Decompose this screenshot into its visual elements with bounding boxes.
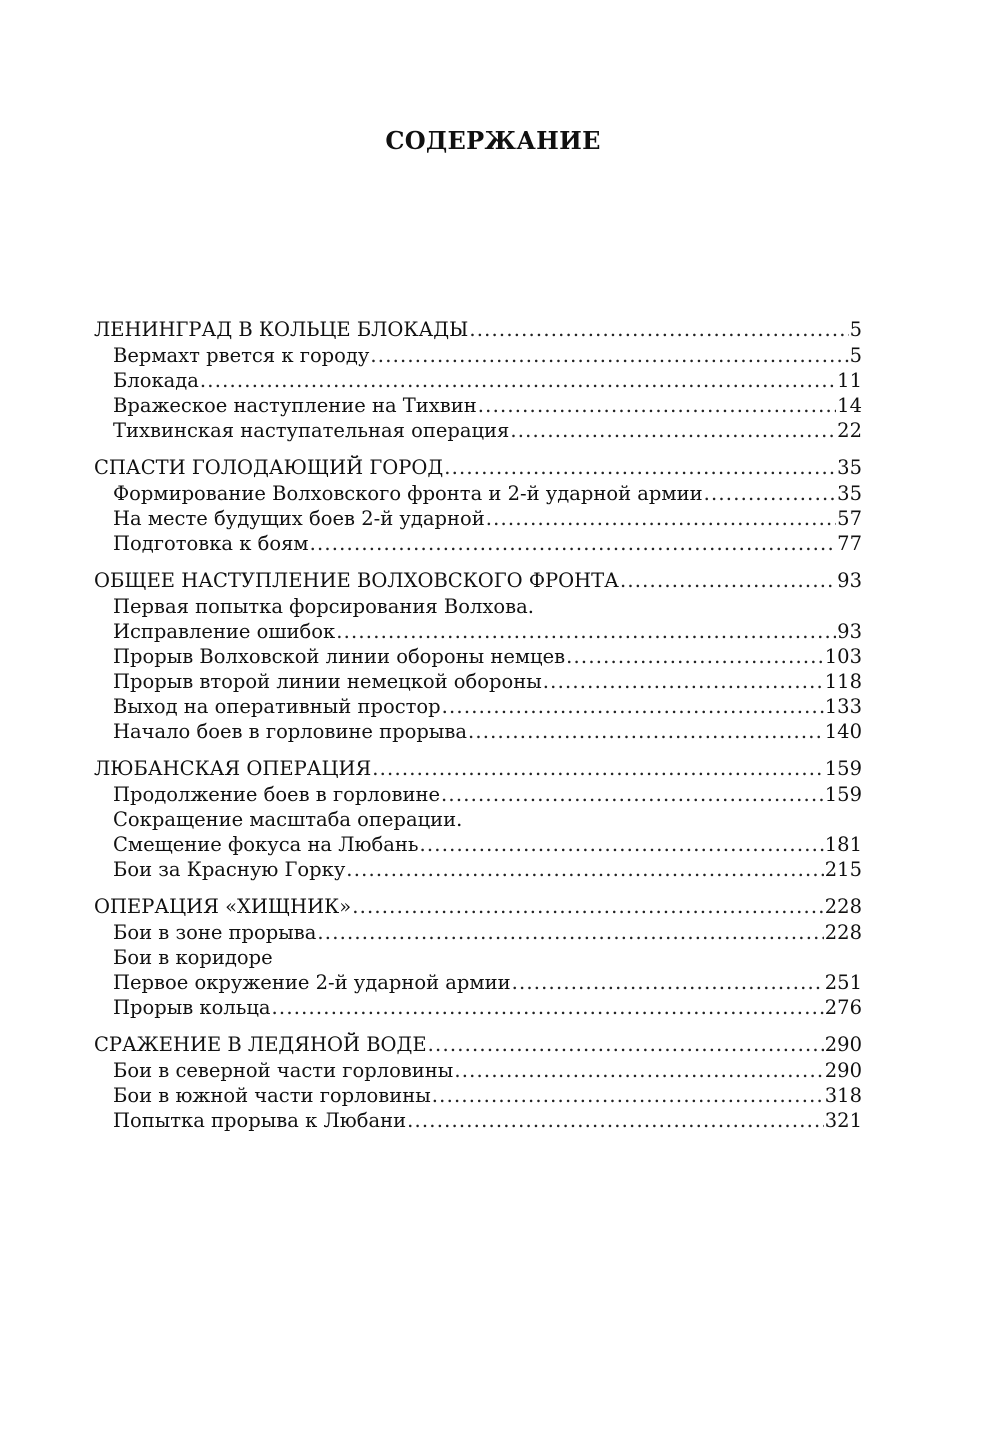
toc-entry-label: Бои в северной части горловины [113, 1059, 454, 1082]
toc-subentry[interactable] [94, 945, 862, 970]
toc-subentry[interactable] [94, 619, 862, 644]
toc-page-number: 35 [837, 456, 862, 479]
toc-entry-label: СРАЖЕНИЕ В ЛЕДЯНОЙ ВОДЕ [94, 1033, 427, 1056]
dot-leader [478, 393, 836, 418]
toc-section [94, 1031, 862, 1133]
toc-entry-label: Прорыв Волховской линии обороны немцев [113, 645, 566, 668]
toc-subentry[interactable] [94, 481, 862, 506]
dot-leader [310, 531, 837, 556]
dot-leader [428, 1031, 824, 1058]
toc-page-number: 118 [824, 670, 862, 693]
toc-subentry[interactable] [94, 1083, 862, 1108]
toc-chapter-entry[interactable] [94, 454, 862, 481]
toc-entry-label: Первая попытка форсирования Волхова. [113, 595, 534, 618]
toc-subentry[interactable] [94, 531, 862, 556]
toc-entry-label: Бои в зоне прорыва [113, 921, 317, 944]
toc-page-number: 181 [824, 833, 862, 856]
dot-leader [444, 454, 836, 481]
dot-leader [420, 832, 824, 857]
toc-page-number: 215 [824, 858, 862, 881]
toc-subentry[interactable] [94, 506, 862, 531]
toc-chapter-entry[interactable] [94, 755, 862, 782]
dot-leader [407, 1108, 824, 1133]
toc-chapter-entry[interactable] [94, 1031, 862, 1058]
toc-page-number: 251 [824, 971, 862, 994]
dot-leader [352, 893, 824, 920]
dot-leader [346, 857, 823, 882]
toc-entry-label: Бои в коридоре [113, 946, 273, 969]
toc-entry-label: Прорыв второй линии немецкой обороны [113, 670, 542, 693]
toc-page-number: 290 [824, 1059, 862, 1082]
toc-subentry[interactable] [94, 669, 862, 694]
dot-leader [512, 970, 824, 995]
dot-leader [317, 920, 823, 945]
toc-entry-label: Прорыв кольца [113, 996, 271, 1019]
toc-page-number: 318 [824, 1084, 862, 1107]
toc-subentry[interactable] [94, 1058, 862, 1083]
dot-leader [469, 316, 848, 343]
dot-leader [200, 368, 836, 393]
dot-leader [272, 995, 824, 1020]
toc-page-number: 133 [824, 695, 862, 718]
toc-entry-label: Вермахт рвется к городу [113, 344, 370, 367]
toc-page-number: 290 [824, 1033, 862, 1056]
table-of-contents [94, 316, 862, 1144]
dot-leader [704, 481, 837, 506]
toc-entry-label: Тихвинская наступательная операция [113, 419, 510, 442]
dot-leader [486, 506, 836, 531]
toc-subentry[interactable] [94, 644, 862, 669]
toc-page-number: 103 [824, 645, 862, 668]
toc-entry-label: Формирование Волховского фронта и 2-й ударной армии [113, 482, 703, 505]
toc-entry-label: Подготовка к боям [113, 532, 309, 555]
toc-page-number: 276 [824, 996, 862, 1019]
toc-subentry[interactable] [94, 343, 862, 368]
toc-subentry[interactable] [94, 418, 862, 443]
dot-leader [543, 669, 824, 694]
toc-page-number: 228 [824, 895, 862, 918]
toc-chapter-entry[interactable] [94, 893, 862, 920]
toc-page-number: 35 [837, 482, 862, 505]
toc-page-number: 93 [837, 620, 862, 643]
toc-section [94, 893, 862, 1020]
toc-subentry[interactable] [94, 393, 862, 418]
toc-page-number: 5 [849, 318, 862, 341]
toc-section [94, 316, 862, 443]
toc-page-number: 159 [824, 757, 862, 780]
toc-subentry[interactable] [94, 832, 862, 857]
dot-leader [336, 619, 836, 644]
toc-entry-label: Продолжение боев в горловине [113, 783, 441, 806]
toc-entry-label: Начало боев в горловине прорыва [113, 720, 467, 743]
toc-entry-label: На месте будущих боев 2-й ударной [113, 507, 485, 530]
toc-entry-label: Бои за Красную Горку [113, 858, 346, 881]
toc-entry-label: ЛЕНИНГРАД В КОЛЬЦЕ БЛОКАДЫ [94, 318, 469, 341]
dot-leader [566, 644, 824, 669]
dot-leader [620, 567, 836, 594]
toc-subentry[interactable] [94, 995, 862, 1020]
toc-entry-label: ОБЩЕЕ НАСТУПЛЕНИЕ ВОЛХОВСКОГО ФРОНТА [94, 569, 619, 592]
toc-page-number: 5 [849, 344, 862, 367]
toc-entry-label: СПАСТИ ГОЛОДАЮЩИЙ ГОРОД [94, 456, 444, 479]
toc-page-number: 140 [824, 720, 862, 743]
toc-chapter-entry[interactable] [94, 567, 862, 594]
toc-subentry[interactable] [94, 970, 862, 995]
toc-subentry[interactable] [94, 594, 862, 619]
toc-subentry[interactable] [94, 368, 862, 393]
toc-subentry[interactable] [94, 920, 862, 945]
toc-entry-label: Смещение фокуса на Любань [113, 833, 419, 856]
toc-entry-label: Бои в южной части горловины [113, 1084, 431, 1107]
toc-section [94, 755, 862, 882]
dot-leader [510, 418, 836, 443]
dot-leader [442, 694, 824, 719]
toc-page-number: 228 [824, 921, 862, 944]
toc-entry-label: Блокада [113, 369, 199, 392]
dot-leader [441, 782, 824, 807]
toc-entry-label: ОПЕРАЦИЯ «ХИЩНИК» [94, 895, 352, 918]
toc-page-number: 159 [824, 783, 862, 806]
toc-subentry[interactable] [94, 857, 862, 882]
toc-section [94, 567, 862, 744]
toc-subentry[interactable] [94, 694, 862, 719]
toc-subentry[interactable] [94, 782, 862, 807]
toc-page-number: 93 [837, 569, 862, 592]
dot-leader [432, 1083, 824, 1108]
toc-page-number: 57 [837, 507, 862, 530]
toc-chapter-entry[interactable] [94, 316, 862, 343]
toc-page-number: 11 [837, 369, 862, 392]
toc-page-number: 22 [837, 419, 862, 442]
toc-entry-label: Исправление ошибок [113, 620, 336, 643]
toc-page-number: 14 [837, 394, 862, 417]
toc-entry-label: Попытка прорыва к Любани [113, 1109, 407, 1132]
dot-leader [370, 343, 848, 368]
toc-entry-label: Первое окружение 2-й ударной армии [113, 971, 511, 994]
toc-section [94, 454, 862, 556]
toc-subentry[interactable] [94, 807, 862, 832]
dot-leader [454, 1058, 823, 1083]
toc-entry-label: Выход на оперативный простор [113, 695, 441, 718]
page-title: СОДЕРЖАНИЕ [385, 126, 601, 155]
toc-entry-label: Вражеское наступление на Тихвин [113, 394, 477, 417]
toc-page-number: 321 [824, 1109, 862, 1132]
toc-subentry[interactable] [94, 1108, 862, 1133]
toc-entry-label: ЛЮБАНСКАЯ ОПЕРАЦИЯ [94, 757, 372, 780]
dot-leader [372, 755, 824, 782]
toc-subentry[interactable] [94, 719, 862, 744]
toc-page-number: 77 [837, 532, 862, 555]
dot-leader [468, 719, 824, 744]
toc-entry-label: Сокращение масштаба операции. [113, 808, 463, 831]
